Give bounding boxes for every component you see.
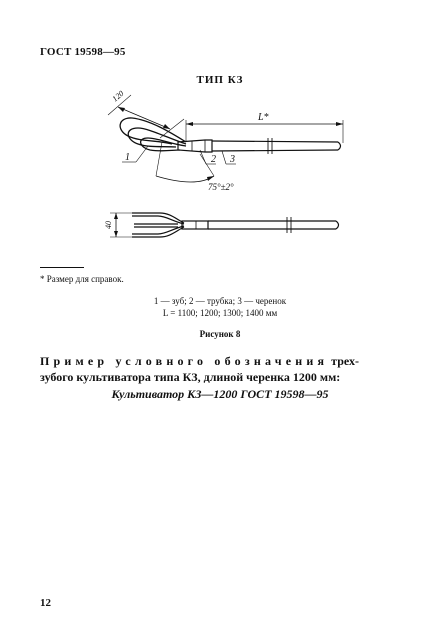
top-view-drawing <box>0 80 440 210</box>
side-tube <box>182 221 208 229</box>
side-handle <box>208 217 339 233</box>
example-designation: Культиватор КЗ—1200 ГОСТ 19598—95 <box>111 387 329 401</box>
footnote: * Размер для справок. <box>40 274 124 284</box>
width-label: 120 <box>110 88 126 104</box>
legend-lengths: L = 1100; 1200; 1300; 1400 мм <box>162 308 278 318</box>
page-number: 12 <box>40 597 51 609</box>
length-label: L* <box>258 112 269 123</box>
example-line-1 <box>40 354 400 369</box>
length-dimension <box>186 112 343 143</box>
figure-caption: Рисунок 8 <box>199 329 241 339</box>
example-heading: Пример условного обозначения <box>40 354 329 368</box>
tines <box>120 118 186 151</box>
callouts <box>122 146 236 165</box>
legend-parts: 1 — зуб; 2 — трубка; 3 — черенок <box>153 296 287 306</box>
callout-3: 3 <box>230 154 235 165</box>
handle <box>212 138 341 154</box>
side-tines <box>132 213 184 237</box>
angle-dimension <box>156 142 234 192</box>
callout-1: 1 <box>125 152 130 163</box>
figure-type-title: ТИП КЗ <box>196 74 244 86</box>
document-header: ГОСТ 19598—95 <box>40 46 126 58</box>
footnote-separator <box>40 267 84 268</box>
side-view-drawing <box>0 205 440 250</box>
example-line-2: зубого культиватора типа КЗ, длиной черенка 1200 мм: <box>40 370 341 384</box>
height-label: 40 <box>104 221 113 229</box>
callout-2: 2 <box>211 154 216 165</box>
example-heading-tail: трех- <box>331 354 359 368</box>
angle-label: 75°±2° <box>208 182 234 192</box>
height-dimension <box>104 213 132 237</box>
width-dimension <box>108 89 184 138</box>
